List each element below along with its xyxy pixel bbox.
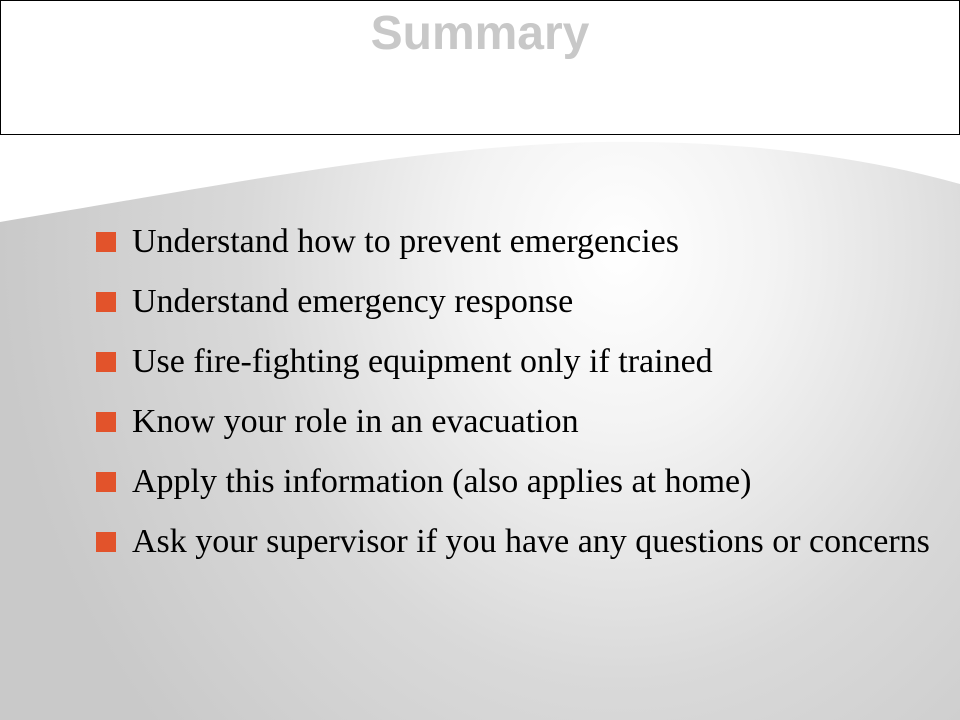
bullet-text: Know your role in an evacuation	[132, 403, 579, 440]
bullet-list	[84, 220, 944, 580]
list-item	[84, 340, 944, 384]
list-item	[84, 220, 944, 264]
bullet-text: Ask your supervisor if you have any questions or concerns	[132, 523, 930, 560]
header-swoosh	[0, 134, 960, 234]
bullet-text: Understand how to prevent emergencies	[132, 223, 679, 260]
list-item	[84, 520, 944, 564]
square-bullet-icon	[96, 292, 116, 312]
square-bullet-icon	[96, 232, 116, 252]
bullet-text: Use fire-fighting equipment only if trained	[132, 343, 713, 380]
list-item	[84, 460, 944, 504]
list-item	[84, 280, 944, 324]
square-bullet-icon	[96, 352, 116, 372]
square-bullet-icon	[96, 472, 116, 492]
bullet-text: Apply this information (also applies at home)	[132, 463, 752, 500]
slide-title: Summary	[370, 7, 590, 60]
list-item	[84, 400, 944, 444]
bullet-text: Understand emergency response	[132, 283, 574, 320]
square-bullet-icon	[96, 532, 116, 552]
square-bullet-icon	[96, 412, 116, 432]
